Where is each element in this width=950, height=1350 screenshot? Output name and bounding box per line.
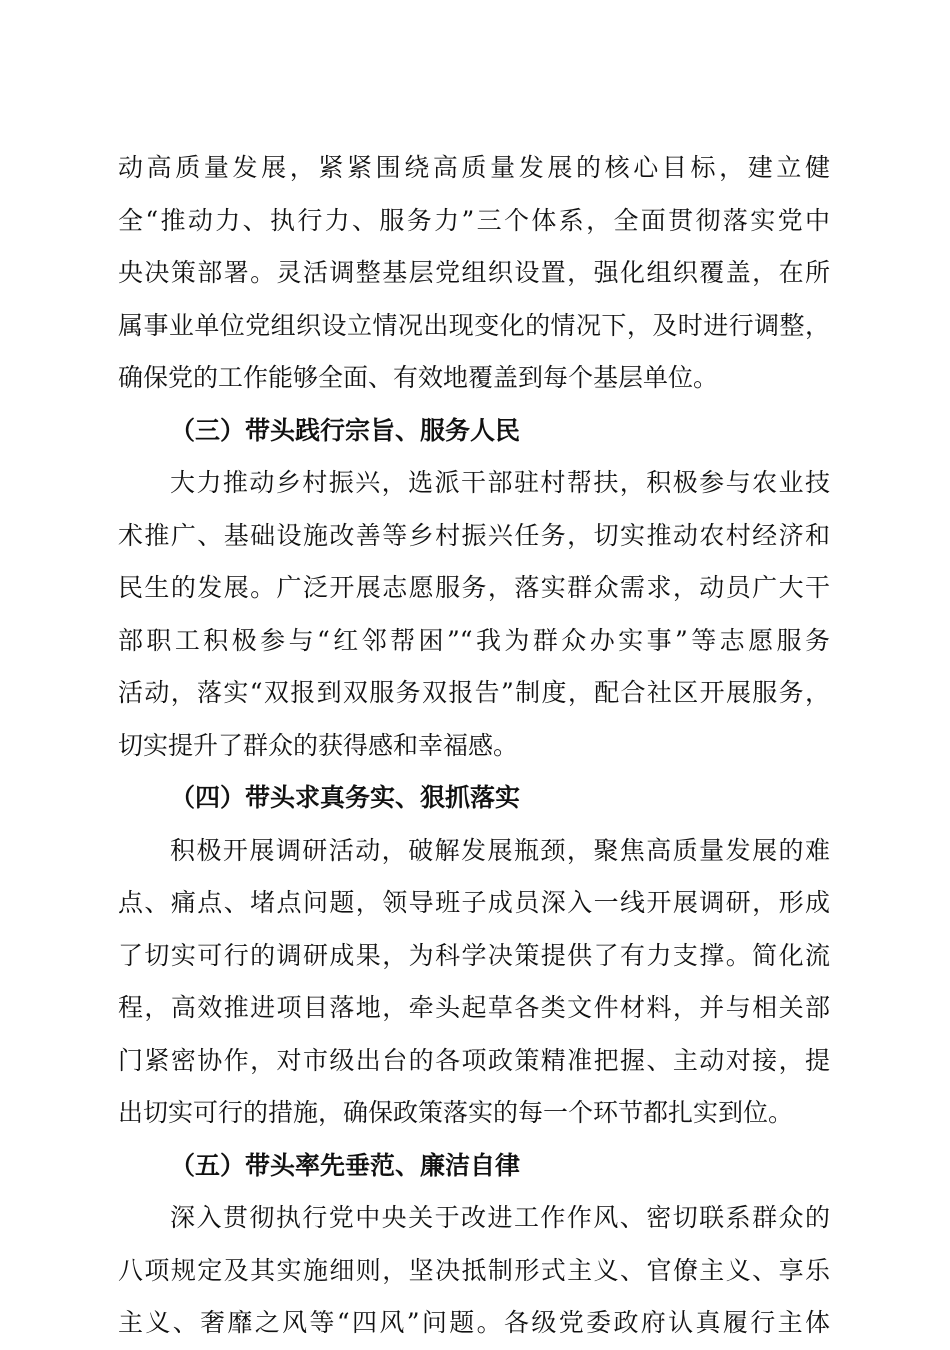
paragraph-line: 动高质量发展，紧紧围绕高质量发展的核心目标，建立健 (118, 153, 830, 182)
paragraph-line: 深入贯彻执行党中央关于改进工作作风、密切联系群众的 (170, 1203, 830, 1232)
paragraph-line: 点、痛点、堵点问题，领导班子成员深入一线开展调研，形成 (118, 888, 830, 917)
paragraph-line: 了切实可行的调研成果，为科学决策提供了有力支撑。简化流 (118, 940, 830, 970)
paragraph-line: 民生的发展。广泛开展志愿服务，落实群众需求，动员广大干 (118, 573, 830, 602)
paragraph-line: 八项规定及其实施细则，坚决抵制形式主义、官僚主义、享乐 (118, 1255, 830, 1285)
paragraph-line: 活动，落实“双报到双服务双报告”制度，配合社区开展服务， (118, 678, 830, 707)
paragraph-line: 全“推动力、执行力、服务力”三个体系，全面贯彻落实党中 (118, 205, 830, 235)
paragraph-line: 术推广、基础设施改善等乡村振兴任务，切实推动农村经济和 (118, 520, 830, 550)
paragraph-line: 央决策部署。灵活调整基层党组织设置，强化组织覆盖，在所 (118, 258, 830, 287)
paragraph-line: 出切实可行的措施，确保政策落实的每一个环节都扎实到位。 (118, 1098, 794, 1127)
section-heading: （三）带头践行宗旨、服务人民 (170, 415, 521, 445)
paragraph-line: 主义、奢靡之风等“四风”问题。各级党委政府认真履行主体 (118, 1308, 830, 1337)
paragraph-line: 部职工积极参与“红邻帮困”“我为群众办实事”等志愿服务 (118, 625, 830, 655)
document-body (118, 142, 830, 1350)
paragraph-line: 属事业单位党组织设立情况出现变化的情况下，及时进行调整， (118, 310, 830, 340)
paragraph-line: 门紧密协作，对市级出台的各项政策精准把握、主动对接，提 (118, 1045, 830, 1075)
paragraph-line: 大力推动乡村振兴，选派干部驻村帮扶，积极参与农业技 (170, 468, 830, 497)
paragraph-line: 确保党的工作能够全面、有效地覆盖到每个基层单位。 (118, 363, 719, 392)
paragraph-line: 切实提升了群众的获得感和幸福感。 (118, 730, 519, 760)
paragraph-line: 积极开展调研活动，破解发展瓶颈，聚焦高质量发展的难 (170, 835, 830, 865)
section-heading: （四）带头求真务实、狠抓落实 (170, 783, 521, 812)
section-heading: （五）带头率先垂范、廉洁自律 (170, 1150, 521, 1180)
paragraph-line: 程，高效推进项目落地，牵头起草各类文件材料，并与相关部 (118, 993, 830, 1022)
